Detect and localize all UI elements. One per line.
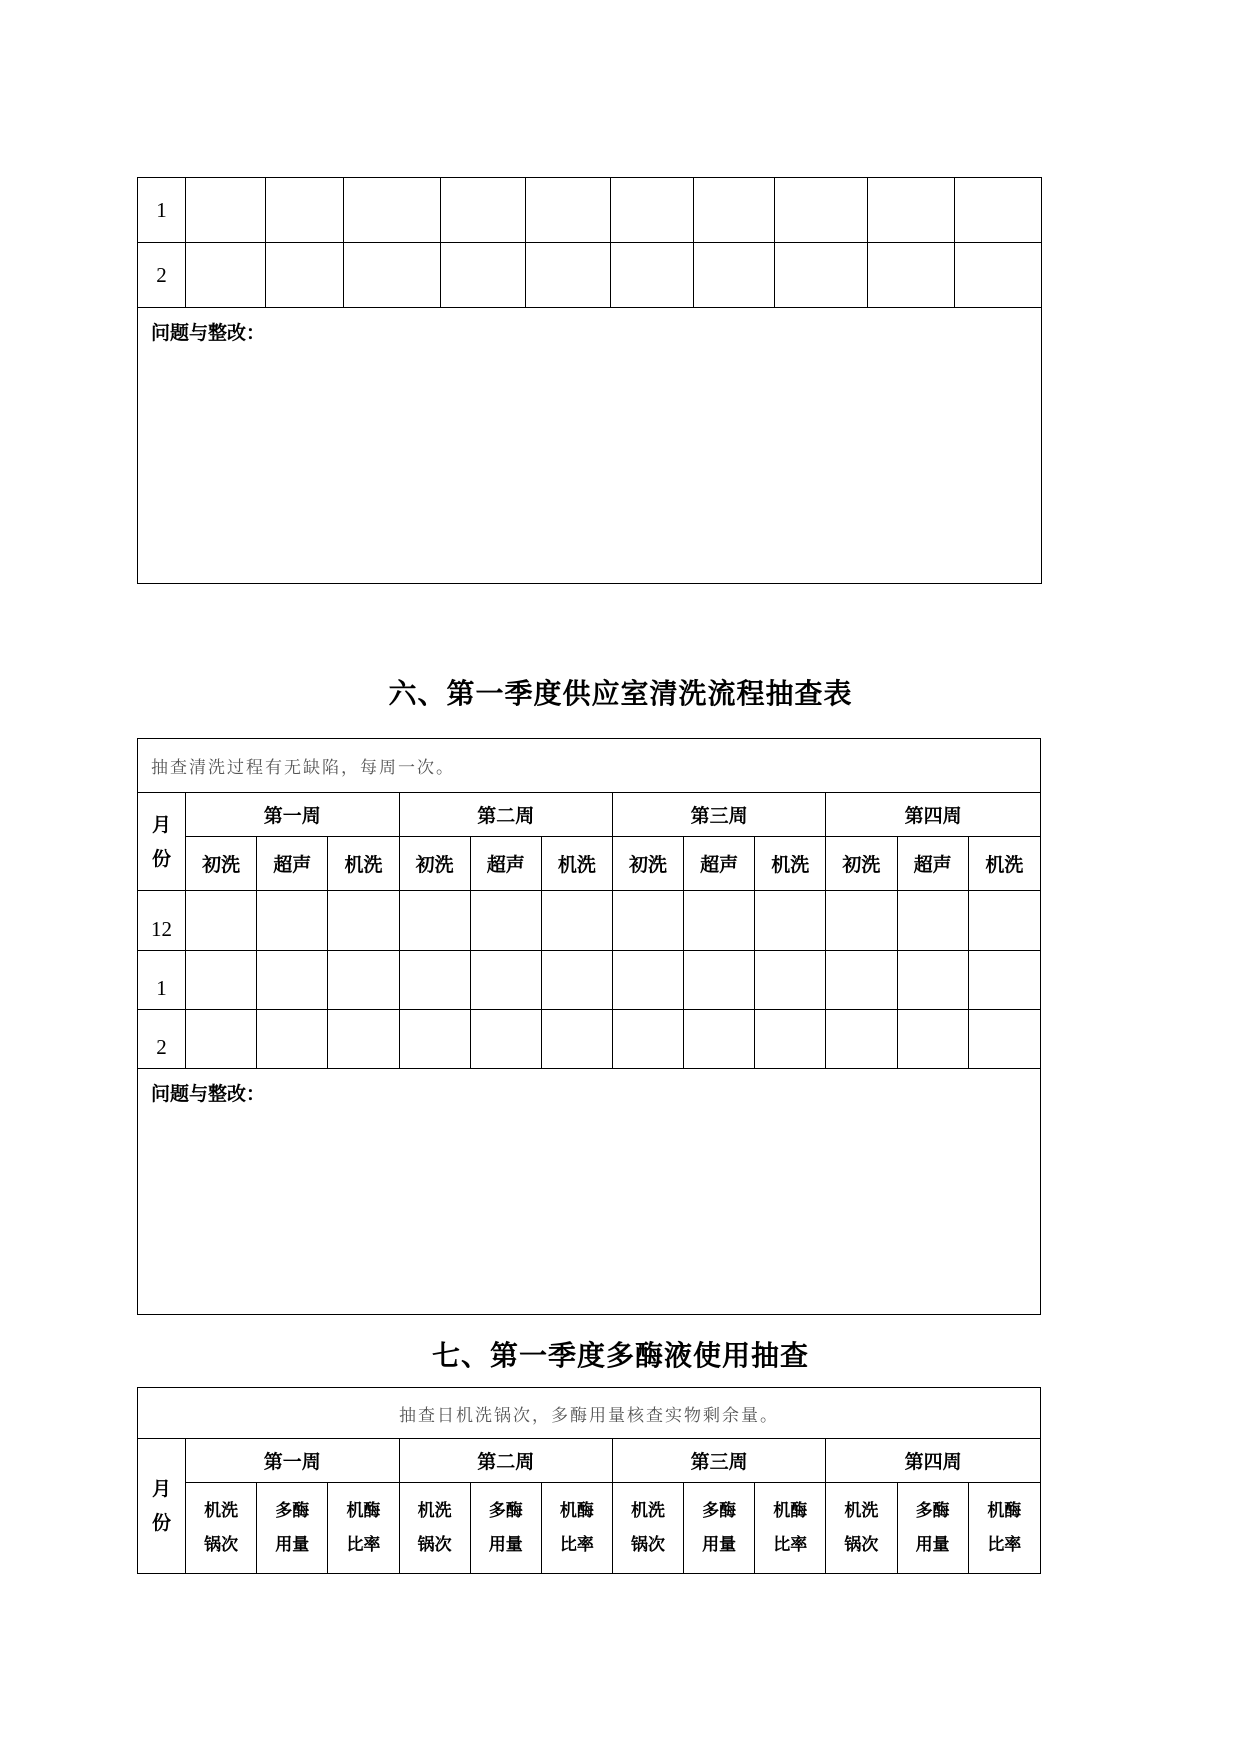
cleaning-process-table: [137, 738, 1041, 1315]
sub-header-row: [138, 837, 1041, 891]
table-cell[interactable]: [541, 891, 612, 951]
row-number: 2: [138, 1010, 186, 1069]
table-cell[interactable]: [399, 891, 470, 951]
table-cell[interactable]: [257, 891, 328, 951]
week-header: 第一周: [186, 793, 399, 837]
table-cell[interactable]: [694, 243, 775, 308]
table-cell[interactable]: [775, 178, 868, 243]
week-header: 第四周: [826, 793, 1041, 837]
table-cell[interactable]: [328, 891, 399, 951]
table-cell[interactable]: [775, 243, 868, 308]
sub-header: 多酶 用量: [897, 1483, 968, 1574]
row-number: 12: [138, 891, 186, 951]
description-row: [138, 1388, 1041, 1439]
table-cell[interactable]: [612, 1010, 683, 1069]
table-cell[interactable]: [826, 1010, 897, 1069]
table-cell[interactable]: [868, 178, 955, 243]
table-cell[interactable]: [897, 1010, 968, 1069]
table-cell[interactable]: [755, 951, 826, 1010]
table-cell[interactable]: [470, 951, 541, 1010]
sub-header: 超声: [470, 837, 541, 891]
table-cell[interactable]: [755, 891, 826, 951]
sub-header: 机洗 锅次: [826, 1483, 897, 1574]
table-cell[interactable]: [266, 178, 344, 243]
table-cell[interactable]: [968, 1010, 1040, 1069]
week-header: 第三周: [612, 1439, 825, 1483]
sub-header: 机洗 锅次: [186, 1483, 257, 1574]
sub-header: 机洗: [968, 837, 1040, 891]
table-cell[interactable]: [186, 891, 257, 951]
table-cell[interactable]: [399, 951, 470, 1010]
table-cell[interactable]: [968, 951, 1040, 1010]
table-cell[interactable]: [611, 243, 694, 308]
section-6-title: 六、第一季度供应室清洗流程抽查表: [388, 677, 853, 710]
sub-header: 超声: [684, 837, 755, 891]
sub-header: 超声: [897, 837, 968, 891]
table-cell[interactable]: [186, 243, 266, 308]
issues-field[interactable]: [138, 308, 1042, 584]
table-cell[interactable]: [826, 951, 897, 1010]
table-cell[interactable]: [541, 1010, 612, 1069]
sub-header-row: [138, 1483, 1041, 1574]
table-cell[interactable]: [755, 1010, 826, 1069]
table-row: [138, 951, 1041, 1010]
table-cell[interactable]: [399, 1010, 470, 1069]
week-header-row: [138, 793, 1041, 837]
issues-field[interactable]: [138, 1069, 1041, 1315]
table-cell[interactable]: [684, 1010, 755, 1069]
sub-header: 多酶 用量: [470, 1483, 541, 1574]
description: 抽查清洗过程有无缺陷，每周一次。: [138, 739, 1041, 793]
table-cell[interactable]: [470, 891, 541, 951]
sub-header: 机酶 比率: [541, 1483, 612, 1574]
enzyme-usage-table: [137, 1387, 1041, 1574]
table-row: [138, 243, 1042, 308]
table-cell[interactable]: [257, 1010, 328, 1069]
table-cell[interactable]: [526, 243, 611, 308]
table-cell[interactable]: [441, 178, 526, 243]
week-header: 第四周: [826, 1439, 1041, 1483]
table-cell[interactable]: [344, 243, 441, 308]
table-cell[interactable]: [328, 1010, 399, 1069]
week-header: 第二周: [399, 793, 612, 837]
month-header: 月 份: [138, 1439, 186, 1574]
sub-header: 多酶 用量: [684, 1483, 755, 1574]
table-cell[interactable]: [541, 951, 612, 1010]
table-cell[interactable]: [611, 178, 694, 243]
row-number: 1: [138, 178, 186, 243]
table-row: [138, 178, 1042, 243]
sub-header: 机洗: [541, 837, 612, 891]
table-cell[interactable]: [868, 243, 955, 308]
table-cell[interactable]: [470, 1010, 541, 1069]
table-5-continuation: [137, 177, 1042, 584]
table-cell[interactable]: [344, 178, 441, 243]
week-header: 第二周: [399, 1439, 612, 1483]
row-number: 1: [138, 951, 186, 1010]
sub-header: 机酶 比率: [968, 1483, 1040, 1574]
description: 抽查日机洗锅次，多酶用量核查实物剩余量。: [138, 1388, 1041, 1439]
sub-header: 超声: [257, 837, 328, 891]
row-number: 2: [138, 243, 186, 308]
sub-header: 初洗: [399, 837, 470, 891]
table-cell[interactable]: [441, 243, 526, 308]
month-header: 月 份: [138, 793, 186, 891]
issues-label: 问题与整改：: [151, 322, 266, 344]
table-cell[interactable]: [684, 891, 755, 951]
table-cell[interactable]: [955, 243, 1042, 308]
sub-header: 机洗 锅次: [399, 1483, 470, 1574]
table-row: [138, 1010, 1041, 1069]
week-header: 第三周: [612, 793, 825, 837]
table-cell[interactable]: [257, 951, 328, 1010]
table-cell[interactable]: [186, 951, 257, 1010]
sub-header: 初洗: [826, 837, 897, 891]
table-cell[interactable]: [694, 178, 775, 243]
table-cell[interactable]: [684, 951, 755, 1010]
notes-row: [138, 1069, 1041, 1315]
table-cell[interactable]: [897, 891, 968, 951]
table-cell[interactable]: [186, 178, 266, 243]
sub-header: 机洗: [328, 837, 399, 891]
table-cell[interactable]: [897, 951, 968, 1010]
table-cell[interactable]: [826, 891, 897, 951]
table-cell[interactable]: [328, 951, 399, 1010]
notes-row: [138, 308, 1042, 584]
table-row: [138, 891, 1041, 951]
week-header: 第一周: [186, 1439, 399, 1483]
sub-header: 机酶 比率: [755, 1483, 826, 1574]
sub-header: 初洗: [612, 837, 683, 891]
sub-header: 机洗: [755, 837, 826, 891]
section-7-title: 七、第一季度多酶液使用抽查: [431, 1339, 809, 1372]
table-cell[interactable]: [526, 178, 611, 243]
table-cell[interactable]: [612, 891, 683, 951]
sub-header: 机酶 比率: [328, 1483, 399, 1574]
table-cell[interactable]: [186, 1010, 257, 1069]
table-cell[interactable]: [955, 178, 1042, 243]
sub-header: 初洗: [186, 837, 257, 891]
table-cell[interactable]: [266, 243, 344, 308]
description-row: [138, 739, 1041, 793]
issues-label: 问题与整改：: [151, 1083, 266, 1105]
table-cell[interactable]: [612, 951, 683, 1010]
table-cell[interactable]: [968, 891, 1040, 951]
sub-header: 机洗 锅次: [612, 1483, 683, 1574]
week-header-row: [138, 1439, 1041, 1483]
sub-header: 多酶 用量: [257, 1483, 328, 1574]
